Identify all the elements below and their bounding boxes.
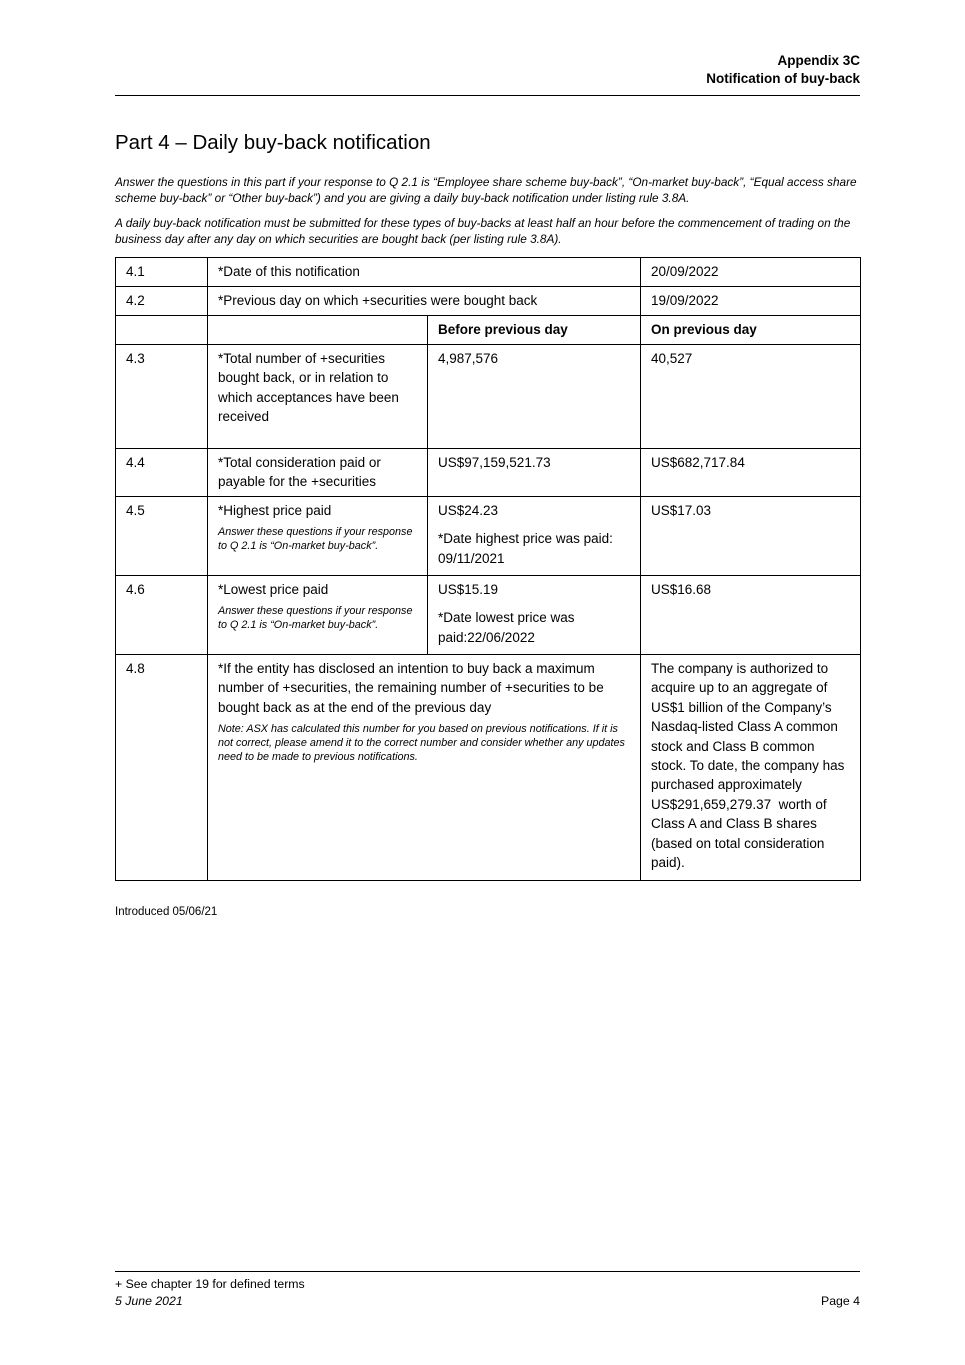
row-4-1-value: 20/09/2022 <box>641 258 861 287</box>
row-4-3-on-value: 40,527 <box>641 345 861 449</box>
row-4-1-number: 4.1 <box>116 258 208 287</box>
table-row-4-5 <box>116 497 861 576</box>
row-4-5-before-cell <box>428 497 641 576</box>
footer-date: 5 June 2021 <box>115 1294 183 1308</box>
row-4-8-label-cell <box>208 655 641 881</box>
row-4-6-note: Answer these questions if your response to Q 2.1 is “On-market buy-back”. <box>218 605 413 632</box>
defined-terms-note: + See chapter 19 for defined terms <box>115 1277 305 1291</box>
table-row-4-4 <box>116 449 861 497</box>
buyback-table <box>115 257 861 881</box>
row-4-3-label: *Total number of +securities bought back, or in relation to which acceptances have been received <box>208 345 428 449</box>
row-4-8-value: The company is authorized to acquire up to an aggregate of US$1 billion of the Company’s Nasdaq-listed Class A common stock and Class B common stock. To date, the company has purchased approximately US$291,659,279.37 worth of Class A and Class B shares (based on total consideration paid). <box>641 655 861 881</box>
column-header-before: Before previous day <box>428 316 641 345</box>
intro-paragraph-1: Answer the questions in this part if your response to Q 2.1 is “Employee share scheme buy-back”, “On-market buy-back”, “Equal access share scheme buy-back” or “Other buy-back”) and you are giving a daily buy-back notification under listing rule 3.8A. <box>115 175 857 205</box>
row-4-2-label: *Previous day on which +securities were bought back <box>208 287 641 316</box>
row-4-8-note: Note: ASX has calculated this number for you based on previous notifications. If it is not correct, please amend it to the correct number and consider whether any updates need to be made to previous notifications. <box>218 723 625 763</box>
row-4-5-note: Answer these questions if your response to Q 2.1 is “On-market buy-back”. <box>218 526 413 553</box>
table-row-4-6 <box>116 576 861 655</box>
row-4-4-number: 4.4 <box>116 449 208 497</box>
document-content <box>115 0 860 920</box>
row-4-3-before-value: 4,987,576 <box>428 345 641 449</box>
empty-cell <box>116 316 208 345</box>
intro-section <box>115 175 860 247</box>
row-4-6-before-date: *Date lowest price was paid:22/06/2022 <box>438 610 575 645</box>
table-row-4-2 <box>116 287 861 316</box>
row-4-2-value: 19/09/2022 <box>641 287 861 316</box>
table-column-header-row <box>116 316 861 345</box>
row-4-2-number: 4.2 <box>116 287 208 316</box>
row-4-6-label: *Lowest price paid <box>218 582 329 597</box>
appendix-label: Appendix 3C <box>777 53 860 68</box>
row-4-8-label: *If the entity has disclosed an intention to buy back a maximum number of +securities, the remaining number of +securities to be bought back as at the end of the previous day <box>218 661 604 715</box>
page-number: Page 4 <box>821 1294 860 1308</box>
row-4-4-on-value: US$682,717.84 <box>641 449 861 497</box>
row-4-3-number: 4.3 <box>116 345 208 449</box>
row-4-6-number: 4.6 <box>116 576 208 655</box>
introduced-note: Introduced 05/06/21 <box>115 906 218 919</box>
column-header-on: On previous day <box>641 316 861 345</box>
table-row-4-8 <box>116 655 861 881</box>
row-4-1-label: *Date of this notification <box>208 258 641 287</box>
row-4-5-number: 4.5 <box>116 497 208 576</box>
document-header <box>115 0 860 88</box>
row-4-4-before-value: US$97,159,521.73 <box>428 449 641 497</box>
document-subtitle: Notification of buy-back <box>706 71 860 86</box>
footer-second-row <box>115 1293 860 1310</box>
row-4-5-before-price: US$24.23 <box>438 503 499 518</box>
row-4-6-before-price: US$15.19 <box>438 582 499 597</box>
row-4-6-label-cell <box>208 576 428 655</box>
row-4-6-before-cell <box>428 576 641 655</box>
row-4-8-number: 4.8 <box>116 655 208 881</box>
intro-paragraph-2: A daily buy-back notification must be submitted for these types of buy-backs at least half an hour before the commencement of trading on the business day after any day on which securities are bought back (per listing rule 3.8A). <box>115 216 851 246</box>
table-row-4-3 <box>116 345 861 449</box>
row-4-5-label-cell <box>208 497 428 576</box>
row-4-5-before-date: *Date highest price was paid: 09/11/2021 <box>438 531 613 566</box>
row-4-5-on-value: US$17.03 <box>641 497 861 576</box>
row-4-6-on-value: US$16.68 <box>641 576 861 655</box>
row-4-4-label: *Total consideration paid or payable for the +securities <box>208 449 428 497</box>
row-4-5-label: *Highest price paid <box>218 503 332 518</box>
table-row-4-1 <box>116 258 861 287</box>
header-divider <box>115 95 860 96</box>
page-footer <box>115 1271 860 1310</box>
empty-cell <box>208 316 428 345</box>
part-title: Part 4 – Daily buy-back notification <box>115 131 431 154</box>
